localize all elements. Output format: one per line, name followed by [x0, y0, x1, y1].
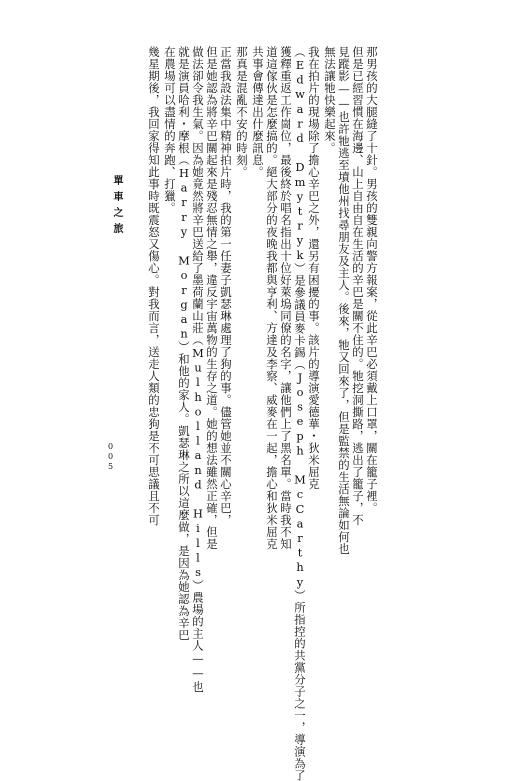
text-column: 做法卻令我生氣。因為她竟然將辛巴送給了墨荷蘭山莊（Mulholland Hills）農場的主人——也: [191, 46, 205, 693]
text-column: 正當我設法集中精神拍片時，我的第一任妻子凱瑟琳處理了狗的事。儘管她並不關心辛巴，: [219, 46, 233, 526]
text-column: 我在拍片的現場除了擔心辛巴之外，還另有困擾的事。該片的導演愛德華・狄米屈克: [307, 46, 321, 490]
text-column: 在農場可以盡情的奔跑、打獵。: [163, 46, 177, 214]
text-column: （Edward Dmytryk）是參議員麥卡錫（Joseph McCarthy）所指控的共黨分子之一，導演為了: [293, 46, 307, 781]
text-column: 那真是混亂不安的時刻。: [235, 46, 249, 178]
text-column: 見蹤影——也許牠逃至墳他州找尋朋友及主人。後來，牠又回來了，但是監禁的生活無論如何也: [337, 46, 351, 556]
text-column: 但是已經習慣在海邊、山上自由自在生活的辛巴是關不住的。牠挖洞撕路，逃出了籠子，不: [351, 46, 365, 526]
text-column: 幾星期後，我回家得知此事時既震怒又傷心。對我而言，送走人類的忠狗是不可思議且不可: [147, 46, 161, 526]
text-column: 獲釋重返工作崗位，最後終於唱名指出十位好萊塢同僚的名字，讓他們上了黑名單。當時我不知: [279, 46, 293, 550]
text-column: 那男孩的大腿縫了十針。男孩的雙親向警方報案，從此辛巴必須戴上口罩，關在籠子裡。: [365, 46, 379, 514]
running-head: 單車之旅: [111, 175, 122, 239]
text-column: 共事會傳達出什麼訊息。: [251, 46, 265, 178]
text-column: 就是演員哈利・摩根（Harry Morgan）和他的家人。凱瑟琳之所以這麼做，是因為她認為辛巴: [177, 46, 191, 642]
page-number: 005: [106, 442, 115, 472]
text-column: 但是她認為將辛巴關起來是殘忍無情之舉，違反宇宙萬物的生存之道。她的想法雖然正確，但是: [205, 46, 219, 550]
text-column: 道這傢伙是怎麼搞的。絕大部分的夜晚我都與亨利、方達及李察、威麥在一起，擔心和狄米屈克: [265, 46, 279, 550]
text-column: 無法讓牠快樂起來。: [323, 46, 337, 154]
